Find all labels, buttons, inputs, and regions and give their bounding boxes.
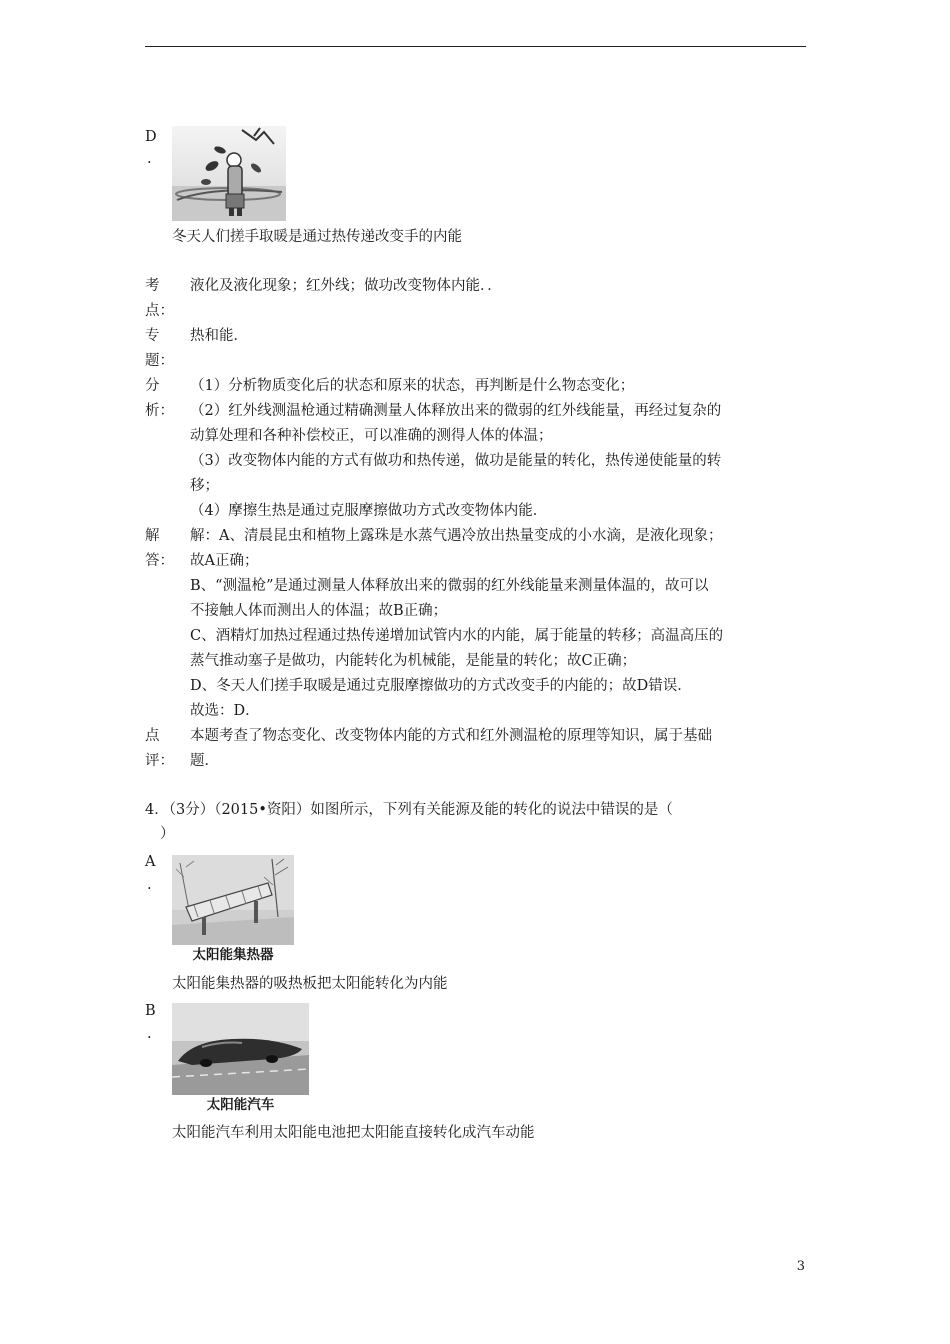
option-d-letter: D [145, 129, 157, 145]
option-a-dot: . [147, 877, 152, 893]
kaodian-text: 液化及液化现象；红外线；做功改变物体内能．． [190, 278, 502, 294]
option-a-letter: A [145, 854, 156, 870]
option-d-caption: 冬天人们搓手取暖是通过热传递改变手的内能 [172, 229, 462, 245]
zhuanti-text: 热和能． [190, 328, 248, 344]
option-b-dot: . [147, 1026, 152, 1042]
fenxi-text: （1）分析物质变化后的状态和原来的状态，再判断是什么物态变化； （2）红外线测温枪通过精确测量人体释放出来的微弱的红外线能量，再经过复杂的 动算处理和各种补偿校正，可以准确的测得人体的体温； （3）改变物体内能的方式有做功和热传递，做功是能量的转化，热传递使能量的转 移； （4）摩擦生热是通过克服摩擦做功方式改变物体内能． [190, 378, 722, 519]
dianping-label: 点 评： [145, 728, 174, 769]
fenxi-label: 分 析： [145, 378, 174, 419]
option-a-text: 太阳能集热器的吸热板把太阳能转化为内能 [172, 976, 448, 992]
kaodian-label: 考 点： [145, 278, 174, 319]
zhuanti-label: 专 题： [145, 328, 174, 369]
solar-car-image-caption: 太阳能汽车 [206, 1097, 275, 1113]
option-d-dot: . [147, 151, 152, 167]
option-b-letter: B [145, 1003, 156, 1019]
page-number: 3 [796, 1259, 805, 1274]
question-4-stem: 4．（3分）（2015•资阳）如图所示，下列有关能源及能的转化的说法中错误的是（ [145, 802, 673, 818]
solar-car-image [172, 1003, 309, 1095]
rubbing-hands-image [172, 126, 286, 221]
dianping-text: 本题考查了物态变化、改变物体内能的方式和红外测温枪的原理等知识，属于基础 题． [190, 728, 712, 769]
jieda-label: 解 答： [145, 528, 174, 569]
solar-collector-image-caption: 太阳能集热器 [192, 947, 274, 963]
option-b-text: 太阳能汽车利用太阳能电池把太阳能直接转化成汽车动能 [172, 1125, 535, 1141]
header-rule [145, 46, 806, 47]
solar-collector-image [172, 855, 294, 945]
jieda-text: 解：A、清晨昆虫和植物上露珠是水蒸气遇冷放出热量变成的小水滴，是液化现象； 故A正确； B、“测温枪”是通过测量人体释放出来的微弱的红外线能量来测量体温的，故可以 不接触人体而测出人的体温；故B正确； C、酒精灯加热过程通过热传递增加试管内水的内能，属于能量的转移；高温高压的 蒸气推动塞子是做功，内能转化为机械能，是能量的转化；故C正确； D、冬天人们搓手取暖是通过克服摩擦做功的方式改变手的内能的；故D错误． 故选：D． [190, 528, 724, 719]
question-4-stem-close: ） [160, 826, 175, 842]
